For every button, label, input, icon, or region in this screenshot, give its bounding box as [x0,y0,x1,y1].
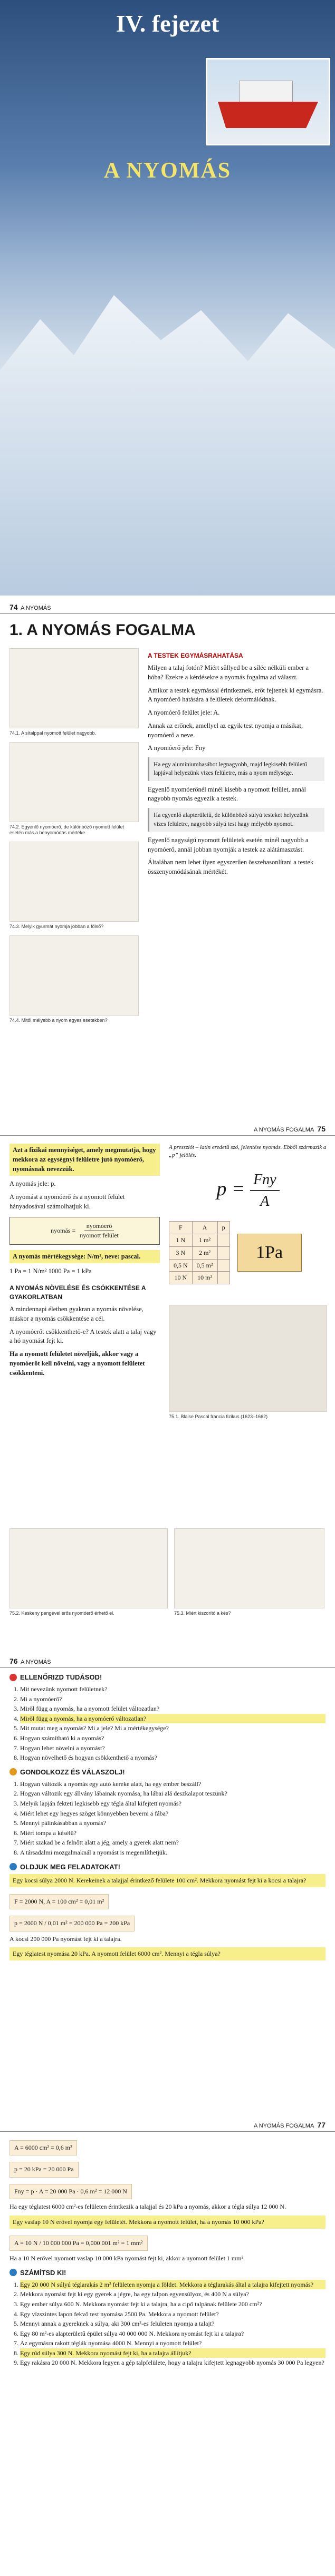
subheading: A NYOMÁS NÖVELÉSE ÉS CSÖKKENTÉSE A GYAKORLATBAN [9,1284,146,1301]
figure-caption: 74.3. Melyik gyurmát nyomja jobban a fölső? [9,924,104,930]
list-item: 2. Hogyan változik egy állvány lábainak nyomása, ha lábai alá deszkalapot teszünk? [20,1789,326,1799]
paragraph: A nyomást a nyomóerő és a nyomott felület hányadosával számolhatjuk ki. [9,1193,125,1210]
list-item: 3. Egy ember súlya 600 N. Mekkora nyomást fejt ki a talajra, ha a cipő talpának felülete 200 cm²? [20,2299,326,2309]
table-header: p [217,1222,229,1234]
table-header: A [192,1222,217,1234]
list-item: 6. Hogyan számítható ki a nyomás? [20,1733,326,1743]
section-title: 1. A NYOMÁS FOGALMA [9,621,196,639]
table-cell: 0,5 m² [192,1259,217,1272]
calc-area: A = 6000 cm² = 0,6 m² [9,2140,77,2155]
formula-force: Fny [250,1169,280,1191]
icebreaker-ship-image [206,58,330,145]
ship-hull [218,102,318,128]
table-cell [217,1234,229,1246]
section-heading [9,2269,326,2277]
list-item: 7. Miért szakad be a felnőtt alatt a jég, amely a gyerek alatt nem? [20,1838,326,1848]
paragraph: Ha a nyomott felületet növeljük, akkor vagy a nyomóerőt kell növelni, vagy a nyomott felületet csökkenteni. [9,1350,145,1377]
given-values: F = 2000 N, A = 100 cm² = 0,01 m² [9,1894,109,1909]
list-item: 4. Miről függ a nyomás, ha a nyomóerő változatlan? [20,1714,326,1724]
page-74 [0,601,335,1117]
figure-caption: 74.1. A sítalppal nyomott felület nagyobb. [9,730,97,736]
unit-figure [169,1221,327,1284]
calc-force: Fny = p · A = 20 000 Pa · 0,6 m² = 12 000 N [9,2184,132,2199]
page-number: 75 [317,1125,326,1133]
text-column [148,648,324,881]
table-cell: 0,5 N [169,1259,193,1272]
calculation: A = 10 N / 10 000 000 Pa = 0,000 001 m² = 1 mm² [9,2236,148,2251]
check-question-list [9,1684,326,1763]
task-text: Egy téglatest nyomása 20 kPa. A nyomott felület 6000 cm². Mennyi a tégla súlya? [9,1947,326,1960]
formula-left: nyomás = [51,1226,76,1234]
unit-highlight: A nyomás mértékegysége: N/m², neve: pascal. [9,1250,160,1264]
text-column-right [169,1144,327,1426]
text-column-left [9,1144,160,1381]
list-item: 2. Mi a nyomóerő? [20,1694,326,1704]
paragraph: A nyomóerő felület jele: A. [148,709,220,717]
experiment-note: Ha egyenlő alapterületű, de különböző súlyú testeket helyezünk vizes felületre, nagyobb súlyú test hagy mélyebb nyomot. [148,808,324,832]
pascal-block: 1Pa [237,1234,302,1272]
page-number: 77 [317,2121,326,2129]
formula-area: A [260,1193,270,1209]
calculation: p = 2000 N / 0,01 m² = 200 000 Pa = 200 kPa [9,1916,135,1931]
formula-denominator: nyomott felület [80,1231,119,1239]
page-number: 74 [9,603,18,611]
paragraph: Annak az erőnek, amellyel az egyik test nyomja a másikat, nyomóerő a neve. [148,721,303,739]
chapter-title: A NYOMÁS [103,159,232,183]
clay-press-figure [9,842,139,922]
think-question-list [9,1779,326,1858]
list-item: 5. Mennyi annak a gyereknek a súlya, aki 300 cm²-es felületen nyomja a talajt? [20,2319,326,2329]
chapter-cover [0,0,335,596]
blocks-on-sand-figure [9,742,139,822]
weights-figure [9,935,139,1016]
running-head: A NYOMÁS [21,1659,51,1665]
pascal-portrait [169,1305,327,1412]
table-cell [217,1246,229,1259]
check-icon [9,1674,17,1681]
side-note: A pressziót – latin eredetű szó, jelentése nyomás. Ebből származik a „p” jelölés. [169,1144,327,1159]
answer-text: A kocsi 200 000 Pa nyomást fejt ki a talajra. [9,1935,122,1943]
solution-block [9,2137,326,2263]
running-head: A NYOMÁS FOGALMA [253,1127,314,1133]
list-item: 8. Egy rúd súlya 300 N. Mekkora nyomást fejt ki, ha a talajra állítjuk? [20,2348,326,2358]
figure-column [9,648,139,1029]
calculator-icon [9,2269,17,2276]
formula-p: p [216,1177,227,1200]
list-item: 1. Hogyan változik a nyomás egy autó kereke alatt, ha egy ember beszáll? [20,1779,326,1789]
exercise-list [9,2280,326,2368]
paragraph: A nyomás jele: p. [9,1180,56,1188]
unit-table [169,1221,230,1284]
page-header [0,2119,335,2132]
frozen-waterfall-image [0,295,335,596]
list-item: 5. Mennyi pálinkásabban a nyomás? [20,1818,326,1828]
table-cell [217,1259,229,1272]
figure-caption: 74.2. Egyenlő nyomóerő, de különböző nyomott felület esetén más a benyomódás mértéke. [9,824,125,836]
paragraph: A nyomóerő jele: Fny [148,744,206,752]
table-header: F [169,1222,193,1234]
paragraph: Egyenlő nyomóerőnél minél kisebb a nyomott felület, annál nagyobb nyomás egyezik a testek. [148,785,306,803]
page-header [0,601,335,614]
table-cell: 10 m² [192,1272,217,1284]
table-cell [217,1272,229,1284]
table-cell: 10 N [169,1272,193,1284]
page-header [0,1123,335,1136]
paragraph: Általában nem lehet ilyen egyszerűen összehasonlítani a testek összenyomódásának mértékét. [148,858,314,876]
ship-superstructure [239,81,293,104]
list-item: 8. Hogyan növelhető és hogyan csökkenthető a nyomás? [20,1753,326,1763]
figure-block [9,1528,168,1622]
running-head: A NYOMÁS [21,605,51,611]
heading-text: SZÁMÍTSD KI! [20,2268,66,2277]
table-cell: 2 m² [192,1246,217,1259]
table-cell: 1 N [169,1234,193,1246]
figure-block [174,1528,324,1622]
figure-caption: 75.1. Blaise Pascal francia fizikus (1623–1662) [169,1414,268,1420]
list-item: 4. Miért lehet egy hegyes szöget könnyebben beverni a fába? [20,1809,326,1819]
solve-icon [9,1863,17,1870]
formula-numerator: nyomóerő [84,1222,114,1231]
section-heading [9,1863,326,1871]
figure-caption: 75.2. Keskeny pengével erős nyomóerő érhető el. [9,1611,114,1616]
list-item: 2. Mekkora nyomást fejt ki egy gyerek a jégre, ha egy talpon egyensúlyoz, és 400 N a súlya? [20,2289,326,2299]
heading-text: OLDJUK MEG FELADATOKAT! [20,1862,120,1871]
knife-figure [9,1528,168,1608]
table-cell: 3 N [169,1246,193,1259]
paragraph: A nyomóerőt csökkenthető-e? A testek alatt a talaj vagy a hó nyomást fejt ki. [9,1328,157,1345]
blade-figure [174,1528,324,1608]
paragraph: Milyen a talaj fotón? Miért süllyed be a síléc nélküli ember a hóba? Ezekre a kérdésekre a nyomás fogalma ad választ. [148,664,309,681]
section-heading [9,1673,326,1681]
list-item: 6. Miért tompa a késélű? [20,1828,326,1838]
chapter-number: IV. fejezet [116,10,219,37]
paragraph: A mindennapi életben gyakran a nyomás növelése, máskor a nyomás csökkentése a cél. [9,1305,143,1322]
list-item: 7. Hogyan lehet növelni a nyomást? [20,1743,326,1753]
definition-highlight: Azt a fizikai mennyiséget, amely megmutatja, hogy mekkora az egységnyi felületre jutó nyomóerő, nyomásnak nevezzük. [9,1144,160,1176]
paragraph: Egyenlő nagyságú nyomott felületek esetén minél nagyobb a nyomóerő, annál jobban nyomják a testek az alátámasztást. [148,836,309,853]
list-item: 1. Mit nevezünk nyomott felületnek? [20,1684,326,1694]
task-text: Egy kocsi súlya 2000 N. Kerekeinek a talajjal érintkező felülete 100 cm². Mekkora nyomást fejt ki a kocsi a talajra? [9,1874,326,1887]
list-item: 9. Egy rakásra 20 000 N. Mekkora legyen a gép talpfelülete, hogy a talajra kifejtett legnagyobb nyomás 30 000 Pa legyen? [20,2358,326,2368]
subheading: A TESTEK EGYMÁSRAHATÁSA [148,652,243,659]
list-item: 3. Melyik lapján fekteti legkisebb egy tégla által kifejtett nyomás? [20,1799,326,1809]
list-item: 4. Egy vízszintes lapon fekvő test nyomása 2500 Pa. Mekkora a nyomott felület? [20,2309,326,2319]
paragraph: Amikor a testek egymással érintkeznek, erőt fejtenek ki egymásra. A nyomóerő hatására a felületek deformálódnak. [148,686,323,704]
word-formula-box [9,1217,160,1245]
list-item: 1. Egy 20 000 N súlyú téglarakás 2 m² felületen nyomja a földet. Mekkora a téglarakás által a talajra kifejtett nyomás? [20,2280,326,2290]
list-item: 6. Egy 80 m²-es alapterületű épület súlya 40 000 000 N. Mekkora nyomást fejt ki a talajra? [20,2329,326,2339]
skier-figure [9,648,139,728]
task-text: Egy vaslap 10 N erővel nyomja egy felületét. Mekkora a nyomott felület, ha a nyomás 10 000 kPa? [9,2216,326,2229]
solved-examples [9,1874,326,1961]
page-75 [0,1123,335,1650]
list-item: 7. Az egymásra rakott téglák nyomása 4000 N. Mennyi a nyomott felület? [20,2338,326,2348]
heading-text: GONDOLKOZZ ÉS VÁLASZOLJ! [20,1768,125,1776]
section-heading [9,1768,326,1776]
list-item: 8. A társadalmi mozgalmaknál a nyomást is megemlíthetjük. [20,1848,326,1858]
answer-text: Ha egy téglatest 6000 cm²-es felületen érintkezik a talajjal és 20 kPa a nyomás, akkor a tégla súlya 12 000 N. [9,2203,286,2211]
page-77 [0,2119,335,2576]
page-76 [0,1655,335,2113]
answer-text: Ha a 10 N erővel nyomott vaslap 10 000 kPa nyomást fejt ki, akkor a nyomott felület 1 mm². [9,2255,245,2262]
figure-caption: 75.3. Miért kiszorító a kés? [174,1611,231,1616]
page-number: 76 [9,1657,18,1665]
calc-pressure: p = 20 kPa = 20 000 Pa [9,2162,79,2177]
list-item: 5. Mit mutat meg a nyomás? Mi a jele? Mi a mértékegysége? [20,1723,326,1733]
list-item: 3. Miről függ a nyomás, ha a nyomott felület változatlan? [20,1704,326,1714]
heading-text: ELLENŐRIZD TUDÁSOD! [20,1673,102,1681]
page-header [0,1655,335,1668]
pascal-equation: 1 Pa = 1 N/m² 1000 Pa = 1 kPa [9,1267,92,1275]
think-icon [9,1768,17,1775]
pressure-formula: p = Fny A [169,1169,327,1212]
experiment-note: Ha egy alumíniumhasábot legnagyobb, majd legkisebb felületű lapjával helyezünk vizes felületre, más a nyom mélysége. [148,757,324,781]
running-head: A NYOMÁS FOGALMA [253,2123,314,2129]
table-cell: 1 m² [192,1234,217,1246]
figure-caption: 74.4. Mitől mélyebb a nyom egyes esetekben? [9,1017,108,1023]
